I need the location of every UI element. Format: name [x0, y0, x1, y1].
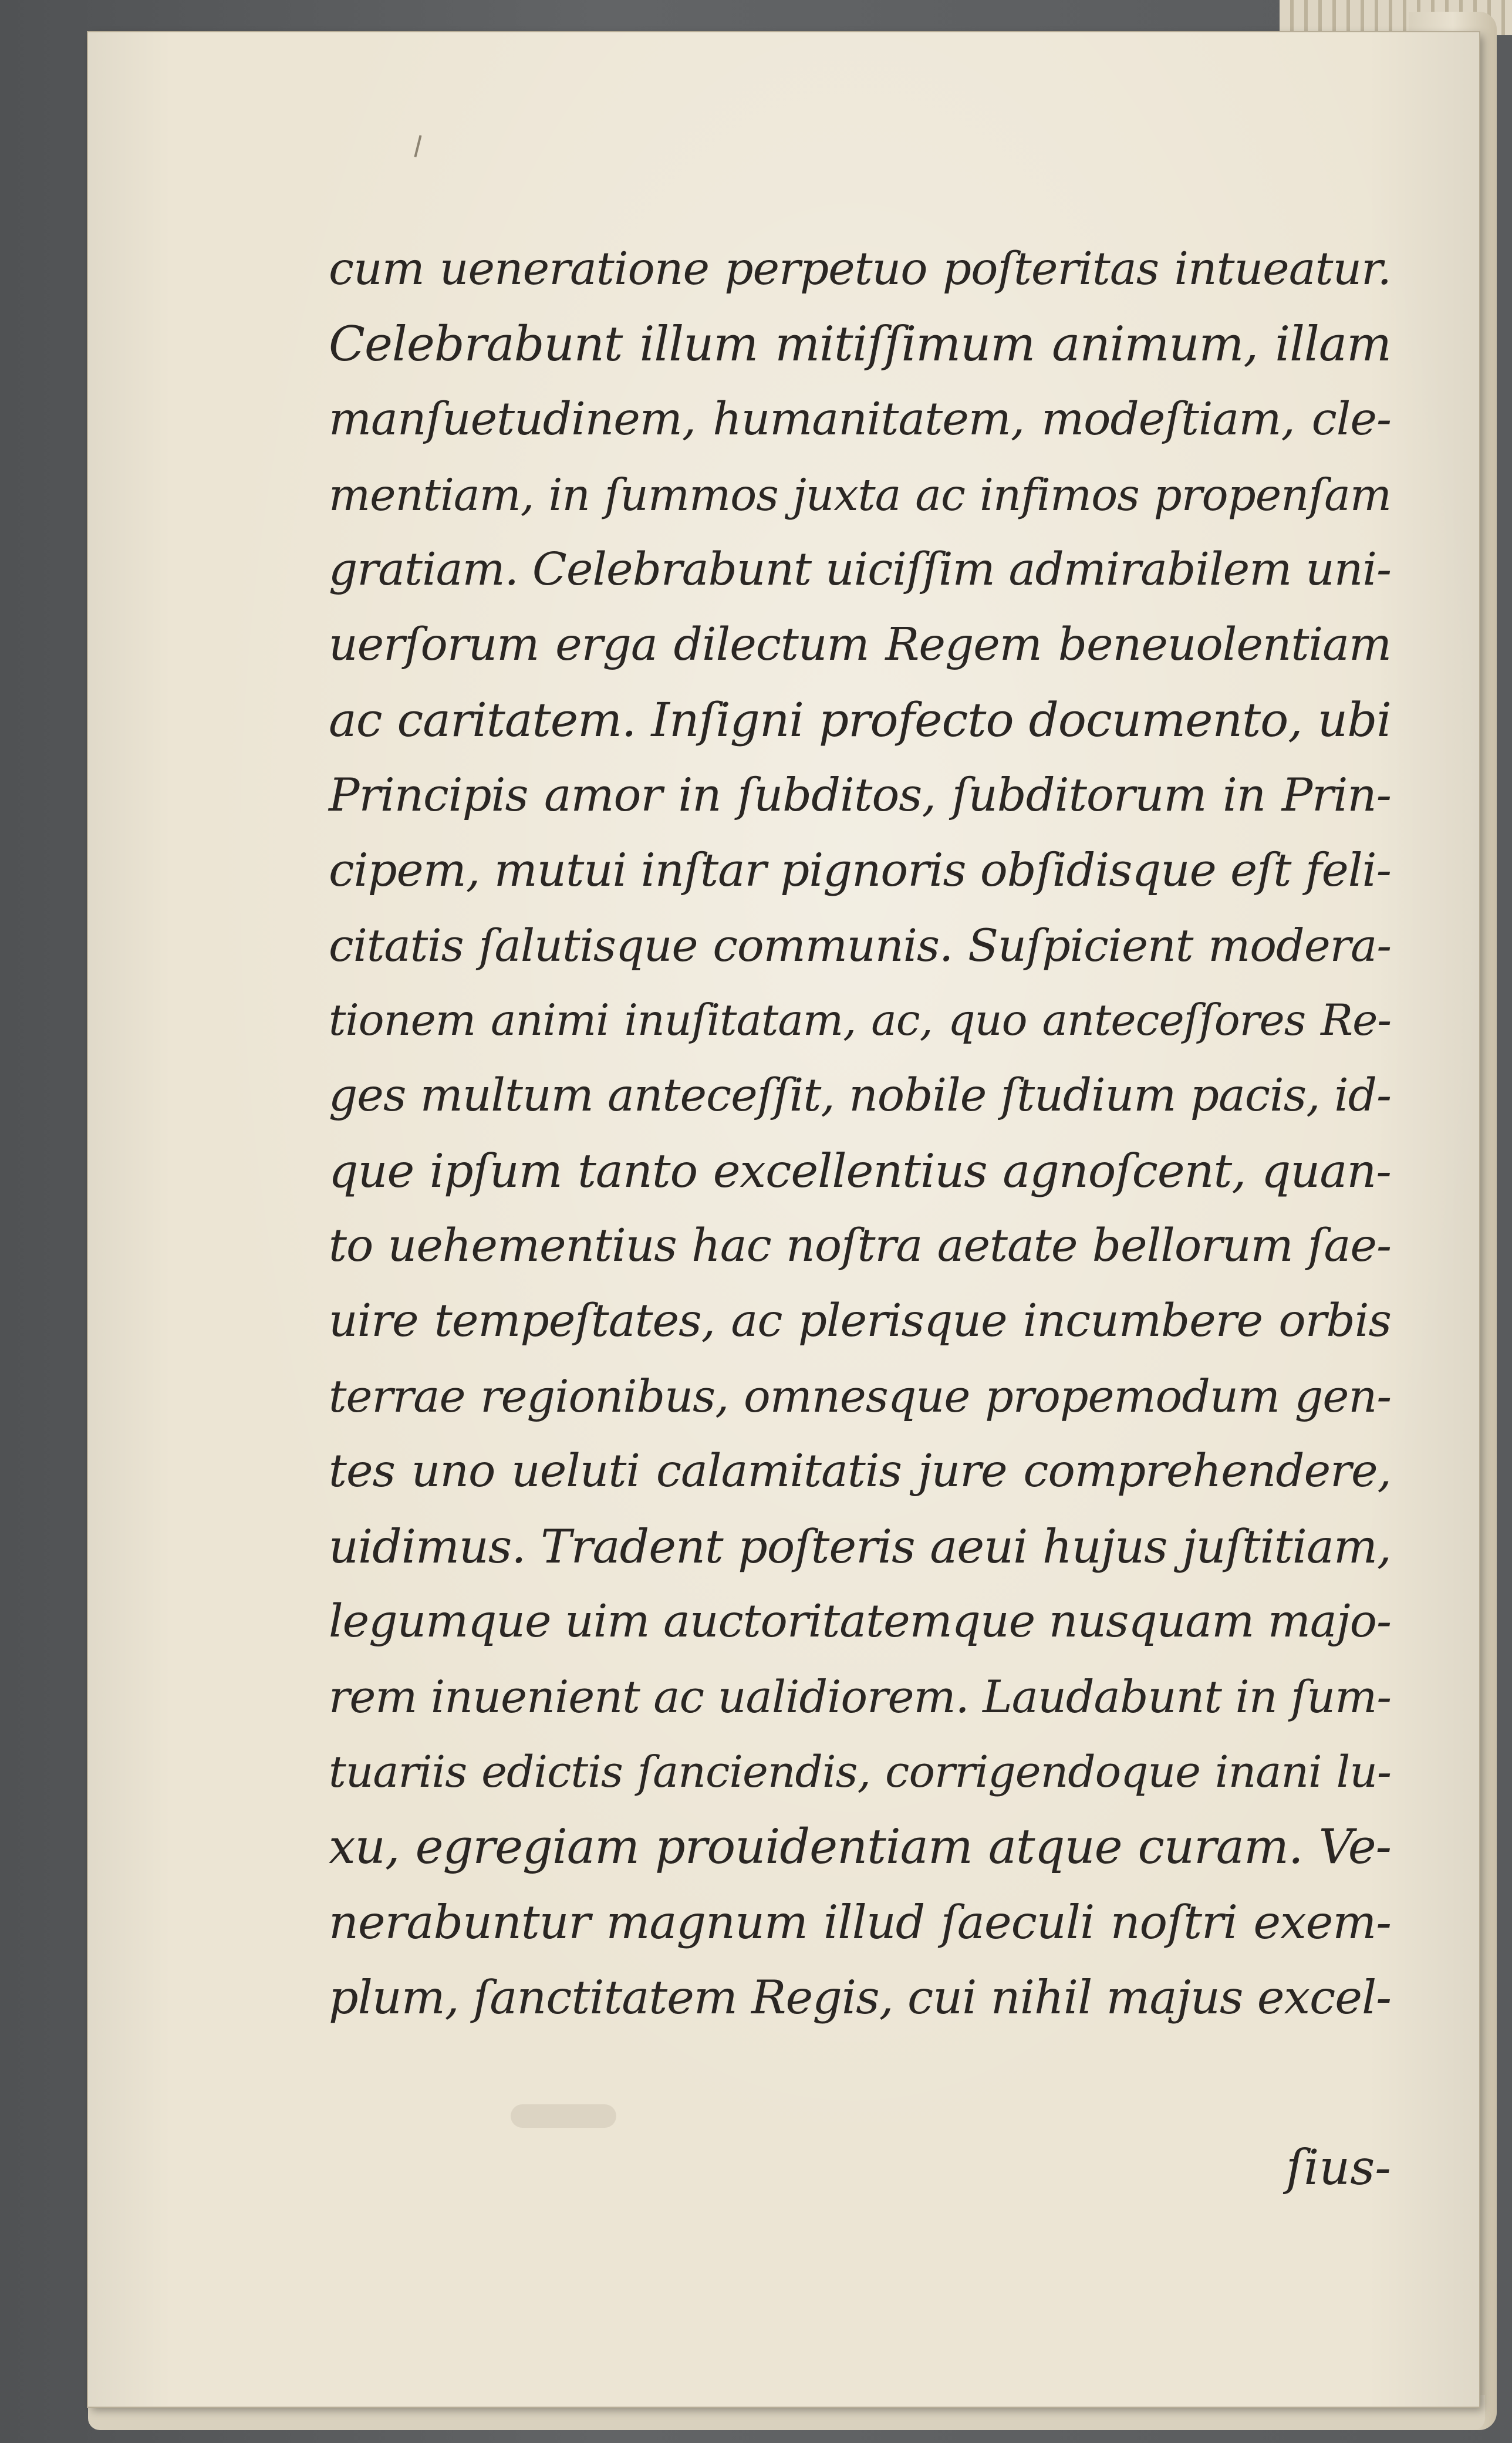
pencil-mark — [414, 135, 421, 157]
text-line: to uehementius hac noſtra aetate bellorum ſae- — [329, 1220, 1391, 1272]
text-line: gratiam. Celebrabunt uiciſſim admirabilem uni- — [329, 544, 1391, 596]
text-line: nerabuntur magnum illud ſaeculi noſtri exem- — [329, 1895, 1391, 1949]
show-through-smudge — [511, 2104, 616, 2128]
text-line: manſuetudinem, humanitatem, modeſtiam, cle- — [329, 393, 1391, 446]
text-line: cipem, mutui inſtar pignoris obſidisque eſt feli- — [329, 844, 1391, 897]
text-line: cum ueneratione perpetuo poſteritas intueatur. — [329, 243, 1391, 295]
text-line: tionem animi inuſitatam, ac, quo anteceſſores Re- — [329, 996, 1391, 1045]
text-line: tes uno ueluti calamitatis jure comprehendere, — [329, 1445, 1391, 1497]
body-text — [329, 232, 1391, 2035]
text-line: Celebrabunt illum mitiſſimum animum, illam — [329, 317, 1391, 372]
text-line: citatis ſalutisque communis. Suſpicient modera- — [329, 919, 1391, 971]
text-line: uidimus. Tradent poſteris aeui hujus juſtitiam, — [329, 1520, 1391, 1574]
text-line: ac caritatem. Inſigni profecto documento, ubi — [329, 693, 1391, 747]
text-line: terrae regionibus, omnesque propemodum gen- — [329, 1370, 1391, 1422]
text-line: uerſorum erga dilectum Regem beneuolentiam — [329, 619, 1391, 671]
text-line: tuariis edictis ſanciendis, corrigendoque inani lu- — [329, 1747, 1391, 1797]
catchword: ſius- — [1285, 2140, 1391, 2196]
text-line: plum, ſanctitatem Regis, cui nihil majus excel- — [329, 1970, 1391, 2024]
text-line: uire tempeſtates, ac plerisque incumbere orbis — [329, 1295, 1391, 1347]
text-line: ges multum anteceſſit, nobile ſtudium pacis, id- — [329, 1069, 1391, 1122]
text-line: Principis amor in ſubditos, ſubditorum in Prin- — [329, 769, 1391, 822]
text-line: que ipſum tanto excellentius agnoſcent, quan- — [329, 1144, 1391, 1198]
text-line: xu, egregiam prouidentiam atque curam. Ve- — [329, 1820, 1391, 1875]
text-line: rem inuenient ac ualidiorem. Laudabunt in ſum- — [329, 1671, 1391, 1723]
text-line: legumque uim auctoritatemque nusquam majo- — [329, 1595, 1391, 1648]
text-line: mentiam, in ſummos juxta ac infimos propenſam — [329, 469, 1391, 521]
